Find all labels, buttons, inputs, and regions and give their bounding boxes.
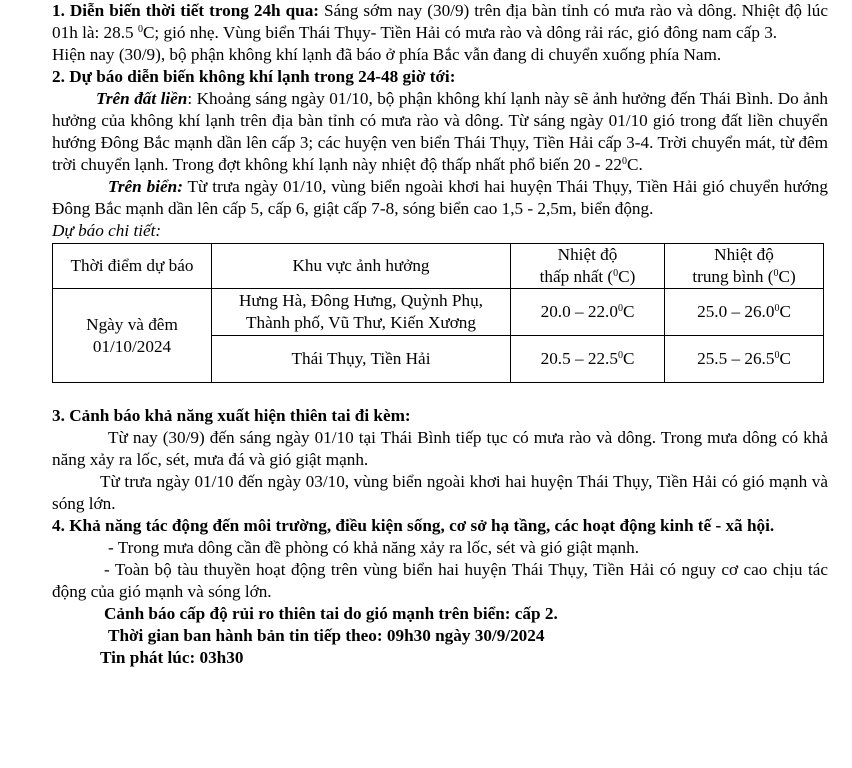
header-avg-unit: C)	[778, 267, 796, 286]
degree-mark: 0	[613, 268, 619, 279]
section-3-heading: 3. Cảnh báo khả năng xuất hiện thiên tai đi kèm:	[52, 406, 411, 425]
land-text-end: C.	[627, 155, 643, 174]
section-4-bullet-1: - Trong mưa dông cần đề phòng có khả năng xảy ra lốc, sét và gió giật mạnh.	[108, 538, 640, 557]
issued-time: Tin phát lúc: 03h30	[100, 648, 244, 667]
table-header-row	[53, 244, 824, 289]
min-temp-unit: C	[622, 302, 635, 321]
land-label: Trên đất liền	[96, 89, 188, 108]
section-3-para-2: Từ trưa ngày 01/10 đến ngày 03/10, vùng biển ngoài khơi hai huyện Thái Thụy, Tiền Hải có gió mạnh và sóng lớn.	[52, 472, 828, 513]
avg-temp-value: 25.5 – 26.5	[697, 349, 775, 368]
avg-temp-unit: C	[779, 349, 791, 368]
section-2-land-para	[52, 88, 828, 176]
header-min-temp	[511, 244, 665, 289]
section-4-heading: 4. Khả năng tác động đến môi trường, điều kiện sống, cơ sở hạ tầng, các hoạt động kinh tế - xã hội.	[52, 516, 775, 535]
risk-warning: Cảnh báo cấp độ rủi ro thiên tai do gió mạnh trên biển: cấp 2.	[104, 604, 558, 623]
min-temp-value: 20.5 – 22.5	[540, 349, 618, 368]
bulletin	[52, 0, 828, 669]
section-3-para-1: Từ nay (30/9) đến sáng ngày 01/10 tại Thái Bình tiếp tục có mưa rào và dông. Trong mưa dông có khả năng xảy ra lốc, sét, mưa đá và gió giật mạnh.	[52, 428, 828, 469]
section-2-sea-para	[52, 176, 828, 220]
sea-label: Trên biển:	[108, 177, 183, 196]
section-1-para	[52, 0, 828, 44]
land-text: : Khoảng sáng ngày 01/10, bộ phận không khí lạnh này sẽ ảnh hưởng đến Thái Bình. Do ảnh hưởng của không khí lạnh trên địa bàn tỉnh có mưa rào và dông. Từ sáng ngày 01/10 gió trong đất liền chuyển hướng Đông Bắc mạnh dần lên cấp 3; các huyện ven biển Thái Thụy, Tiền Hải cấp 3-4. Trời chuyển mát, từ đêm trời chuyển lạnh. Trong đợt không khí lạnh này nhiệt độ thấp nhất phổ biến 20 - 22	[52, 89, 828, 174]
section-2-heading: 2. Dự báo diễn biến không khí lạnh trong 24-48 giờ tới:	[52, 67, 456, 86]
min-temp-cell	[511, 289, 665, 336]
section-1-text: Sáng sớm nay (30/9) trên địa bàn tỉnh có mưa rào và dông. Nhiệt độ lúc 01h là: 28.5	[52, 1, 828, 42]
header-avg-line2: trung bình (	[692, 267, 774, 286]
header-area: Khu vực ảnh hưởng	[212, 244, 511, 289]
degree-mark: 0	[774, 303, 780, 314]
detail-label: Dự báo chi tiết:	[52, 221, 162, 240]
area-cell: Thái Thụy, Tiền Hải	[212, 336, 511, 383]
table-row	[53, 289, 824, 336]
forecast-table	[52, 243, 824, 383]
degree-mark: 0	[774, 350, 780, 361]
header-time: Thời điểm dự báo	[53, 244, 212, 289]
next-bulletin-time: Thời gian ban hành bản tin tiếp theo: 09h30 ngày 30/9/2024	[108, 626, 545, 645]
avg-temp-value: 25.0 – 26.0	[697, 302, 775, 321]
avg-temp-cell	[665, 336, 824, 383]
section-4-bullet-2: - Toàn bộ tàu thuyền hoạt động trên vùng biển hai huyện Thái Thụy, Tiền Hải có nguy cơ cao chịu tác động của gió mạnh và sóng lớn.	[52, 560, 828, 601]
min-temp-value: 20.0 – 22.0	[540, 302, 618, 321]
degree-mark: 0	[617, 303, 623, 314]
header-min-unit: C)	[618, 267, 636, 286]
time-cell: Ngày và đêm 01/10/2024	[53, 289, 212, 383]
section-1-heading: 1. Diễn biến thời tiết trong 24h qua:	[52, 1, 320, 20]
header-min-line2: thấp nhất (	[539, 267, 614, 286]
header-avg-line1: Nhiệt độ	[714, 245, 774, 264]
degree-mark: 0	[617, 350, 623, 361]
section-1-text-cont: C; gió nhẹ. Vùng biển Thái Thụy- Tiền Hải có mưa rào và dông rải rác, gió đông nam cấp 3.	[142, 23, 778, 42]
sea-text: Từ trưa ngày 01/10, vùng biển ngoài khơi hai huyện Thái Thụy, Tiền Hải gió chuyển hướng Đông Bắc mạnh dần lên cấp 5, cấp 6, giật cấp 7-8, sóng biển cao 1,5 - 2,5m, biển động.	[52, 177, 828, 218]
min-temp-cell	[511, 336, 665, 383]
section-1-current: Hiện nay (30/9), bộ phận không khí lạnh đã báo ở phía Bắc vẫn đang di chuyển xuống phía Nam.	[52, 45, 722, 64]
degree-mark: 0	[773, 268, 779, 279]
min-temp-unit: C	[622, 349, 635, 368]
avg-temp-unit: C	[779, 302, 791, 321]
degree-mark: 0	[622, 156, 628, 167]
degree-mark: 0	[137, 24, 143, 35]
header-min-line1: Nhiệt độ	[557, 245, 618, 264]
header-avg-temp	[665, 244, 824, 289]
area-cell: Hưng Hà, Đông Hưng, Quỳnh Phụ, Thành phố, Vũ Thư, Kiến Xương	[212, 289, 511, 336]
avg-temp-cell	[665, 289, 824, 336]
